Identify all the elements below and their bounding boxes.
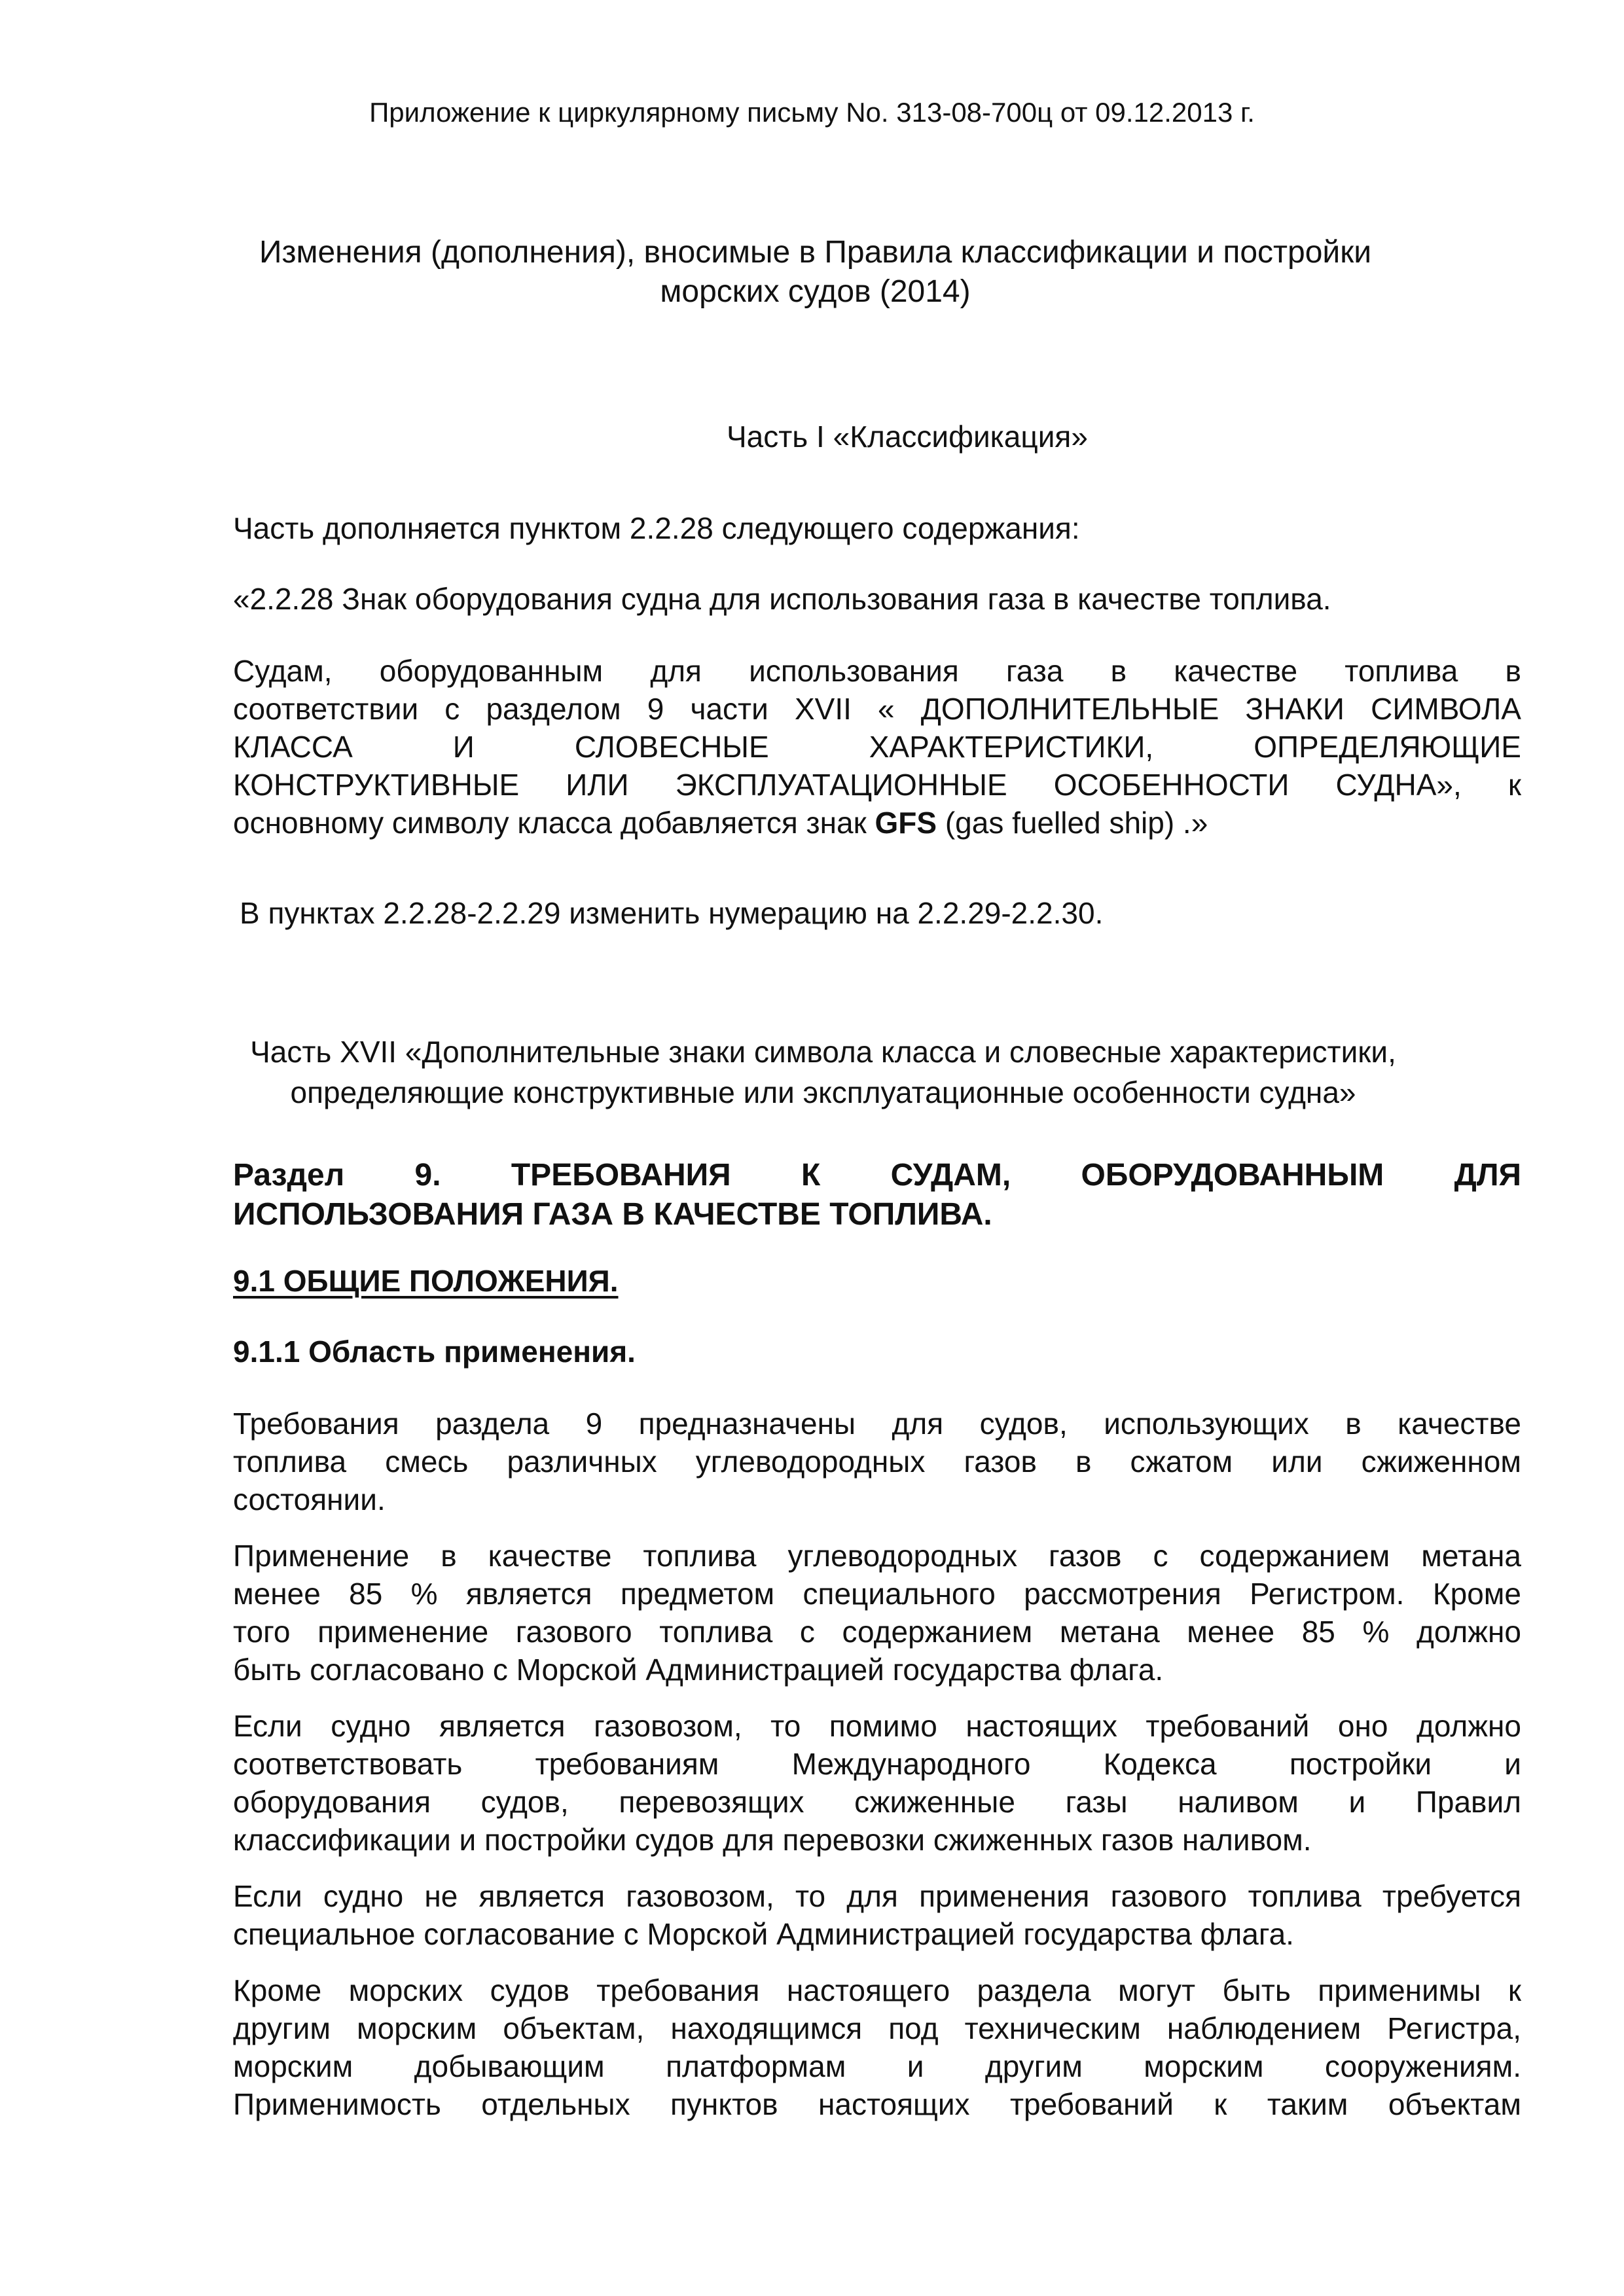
- paragraph-line: Если судно не является газовозом, то для применения газового топлива требуется: [233, 1879, 1521, 1913]
- section-heading-line: Раздел 9. ТРЕБОВАНИЯ К СУДАМ, ОБОРУДОВАННЫМ ДЛЯ: [233, 1158, 1521, 1193]
- paragraph-line: Применение в качестве топлива углеводородных газов с содержанием метана: [233, 1539, 1521, 1573]
- paragraph-line: Кроме морских судов требования настоящего раздела могут быть применимы к: [233, 1973, 1521, 2007]
- paragraph-line: Требования раздела 9 предназначены для судов, использующих в качестве: [233, 1407, 1521, 1441]
- paragraph-gas-carrier: [233, 1707, 1521, 1859]
- paragraph-line: оборудования судов, перевозящих сжиженные газы наливом и Правил: [233, 1785, 1521, 1819]
- paragraph-line: КЛАССА И СЛОВЕСНЫЕ ХАРАКТЕРИСТИКИ, ОПРЕДЕЛЯЮЩИЕ: [233, 730, 1521, 764]
- document-title-line-1: Изменения (дополнения), вносимые в Правила классификации и постройки: [259, 235, 1372, 270]
- gfs-lead-text: основному символу класса добавляется знак: [233, 806, 875, 840]
- paragraph-line: соответствовать требованиям Международного Кодекса постройки и: [233, 1747, 1521, 1781]
- subsection-9-1-heading: 9.1 ОБЩИЕ ПОЛОЖЕНИЯ.: [233, 1264, 619, 1298]
- paragraph-line: [233, 804, 1521, 842]
- paragraph-non-gas-carrier: [233, 1877, 1521, 1953]
- paragraph-line: топлива смесь различных углеводородных газов в сжатом или сжиженном: [233, 1444, 1521, 1479]
- paragraph-line: того применение газового топлива с содержанием метана менее 85 % должно: [233, 1615, 1521, 1649]
- clause-9-1-1-title: 9.1.1 Область применения.: [233, 1335, 636, 1369]
- section-9-heading: [233, 1156, 1521, 1234]
- clause-2-2-28-title: «2.2.28 Знак оборудования судна для использования газа в качестве топлива.: [233, 582, 1331, 616]
- paragraph-line: другим морским объектам, находящимся под техническим наблюдением Регистра,: [233, 2011, 1521, 2045]
- section-heading-line: ИСПОЛЬЗОВАНИЯ ГАЗА В КАЧЕСТВЕ ТОПЛИВА.: [233, 1197, 992, 1232]
- clause-2-2-28-paragraph: [233, 652, 1521, 842]
- document-title-line-2: морских судов (2014): [660, 274, 971, 309]
- paragraph-line: классификации и постройки судов для перевозки сжиженных газов наливом.: [233, 1823, 1312, 1857]
- paragraph-line: Применимость отдельных пунктов настоящих требований к таким объектам: [233, 2087, 1521, 2121]
- paragraph-line: соответствии с разделом 9 части XVII « ДОПОЛНИТЕЛЬНЫЕ ЗНАКИ СИМВОЛА: [233, 692, 1521, 726]
- paragraph-line: Если судно является газовозом, то помимо настоящих требований оно должно: [233, 1709, 1521, 1743]
- part-17-heading-line-2: определяющие конструктивные или эксплуатационные особенности судна»: [290, 1075, 1356, 1109]
- paragraph-line: состоянии.: [233, 1482, 386, 1516]
- paragraph-line: менее 85 % является предметом специального рассмотрения Регистром. Кроме: [233, 1577, 1521, 1611]
- paragraph-methane-content: [233, 1537, 1521, 1689]
- part-17-heading-line-1: Часть XVII «Дополнительные знаки символа класса и словесные характеристики,: [250, 1035, 1396, 1069]
- paragraph-line: Судам, оборудованным для использования газа в качестве топлива в: [233, 654, 1521, 688]
- paragraph-line: КОНСТРУКТИВНЫЕ ИЛИ ЭКСПЛУАТАЦИОННЫЕ ОСОБЕННОСТИ СУДНА», к: [233, 768, 1521, 802]
- paragraph-other-objects: [233, 1971, 1521, 2123]
- paragraph-line: специальное согласование с Морской Администрацией государства флага.: [233, 1917, 1294, 1951]
- part-1-intro: Часть дополняется пунктом 2.2.28 следующего содержания:: [233, 511, 1080, 545]
- renumbering-note: В пунктах 2.2.28-2.2.29 изменить нумерацию на 2.2.29-2.2.30.: [240, 896, 1104, 930]
- paragraph-line: быть согласовано с Морской Администрацией государства флага.: [233, 1653, 1164, 1687]
- part-1-heading: Часть I «Классификация»: [727, 420, 1088, 454]
- gfs-notation: GFS: [875, 806, 937, 840]
- appendix-reference: Приложение к циркулярному письму No. 313-08-700ц от 09.12.2013 г.: [369, 97, 1255, 128]
- gfs-explanation: (gas fuelled ship) .»: [937, 806, 1208, 840]
- paragraph-scope: [233, 1405, 1521, 1518]
- paragraph-line: морским добывающим платформам и другим морским сооружениям.: [233, 2049, 1521, 2083]
